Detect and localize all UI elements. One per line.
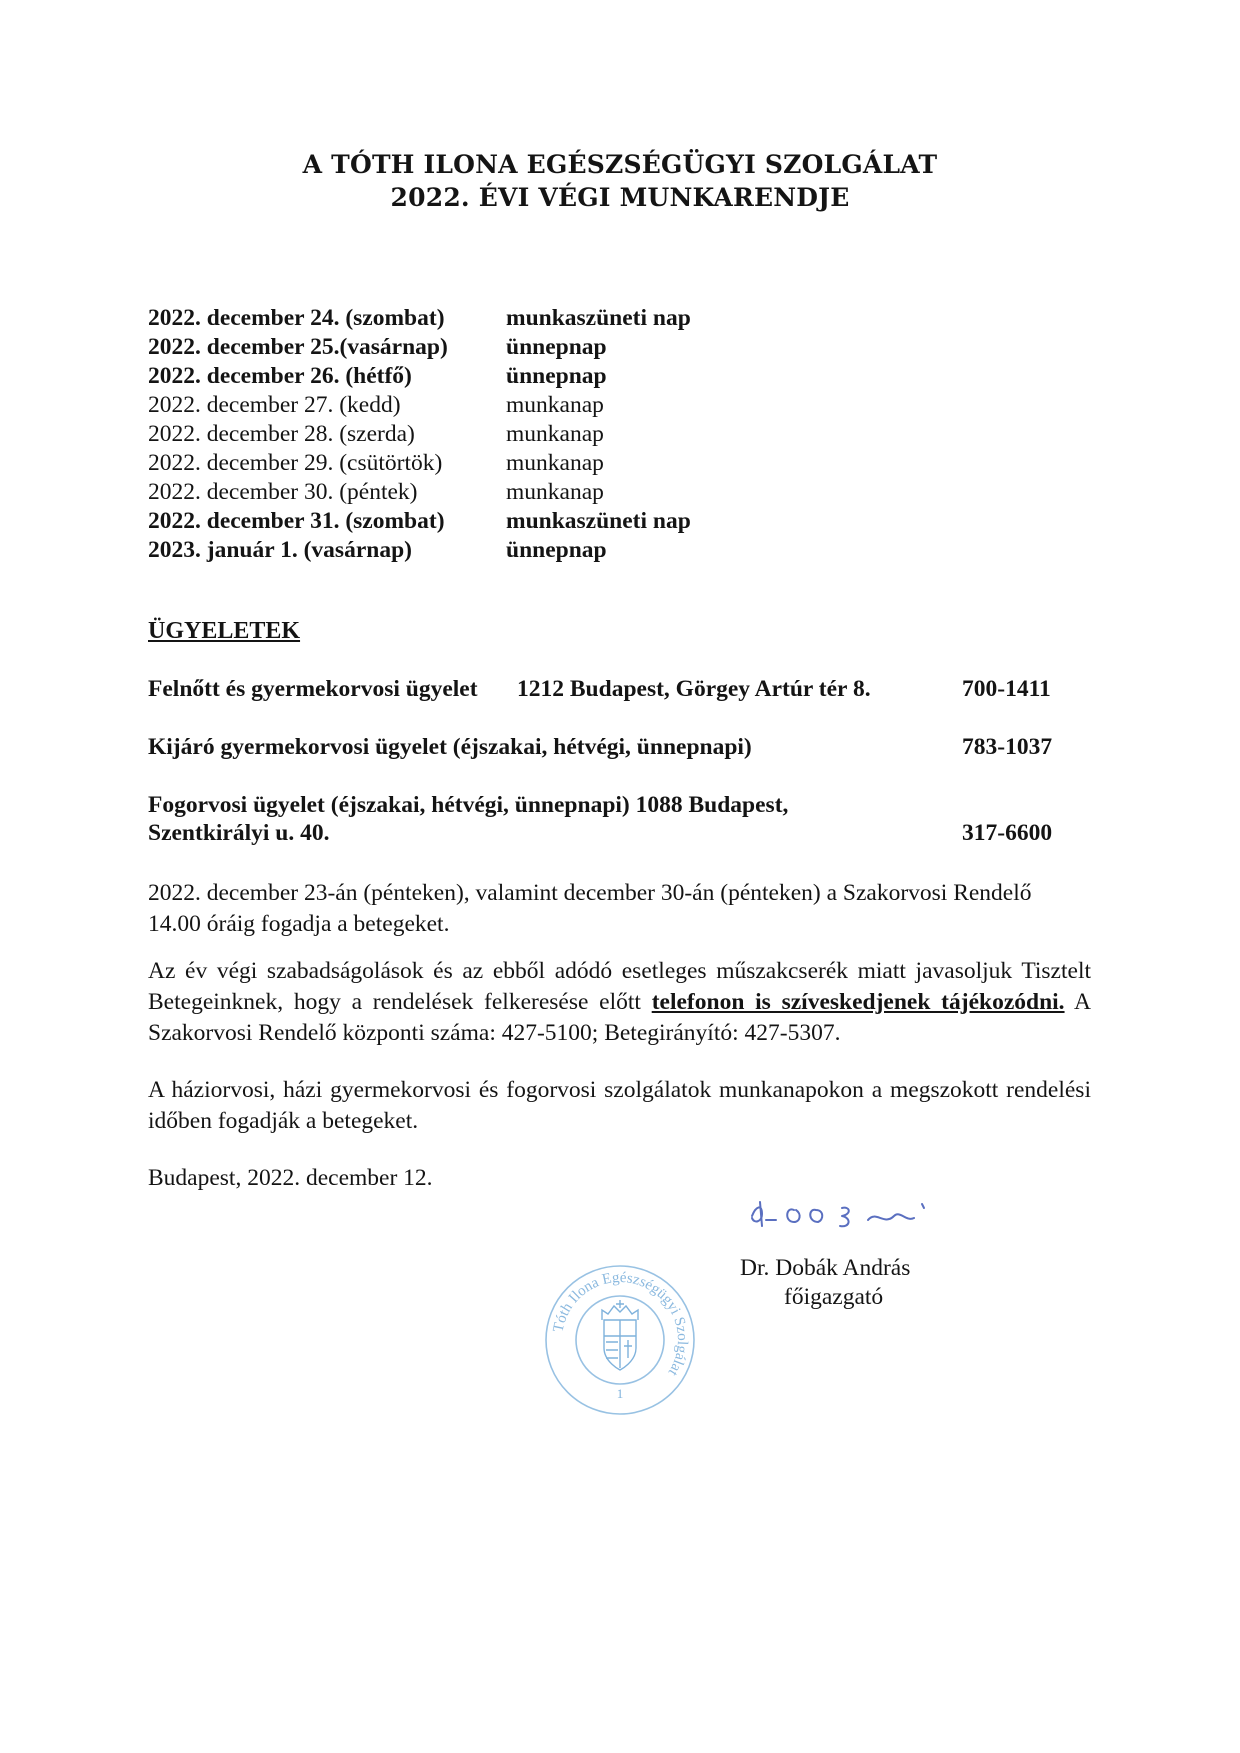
schedule-status: munkanap <box>506 392 604 418</box>
duty-name: Fogorvosi ügyelet (éjszakai, hétvégi, ünnepnapi) 1088 Budapest, <box>148 792 789 818</box>
place-and-date: Budapest, 2022. december 12. <box>148 1165 433 1191</box>
schedule-status: ünnepnap <box>506 334 607 360</box>
duty-phone: 783-1037 <box>962 734 1053 760</box>
schedule-date: 2022. december 28. (szerda) <box>148 421 415 447</box>
svg-text:Tóth Ilona Egészségügyi Szolgá: Tóth Ilona Egészségügyi Szolgálat <box>550 1269 691 1379</box>
signatory-title: főigazgató <box>784 1284 884 1310</box>
stamp-number: 1 <box>616 1386 624 1401</box>
paragraph-notice-phone <box>148 956 1091 1049</box>
schedule-date: 2022. december 25.(vasárnap) <box>148 334 448 360</box>
schedule-date: 2023. január 1. (vasárnap) <box>148 537 412 563</box>
schedule-status: munkanap <box>506 450 604 476</box>
paragraph-emphasis: telefonon is szíveskedjenek tájékozódni. <box>651 989 1065 1015</box>
schedule-status: ünnepnap <box>506 363 607 389</box>
duty-phone: 700-1411 <box>962 676 1051 702</box>
document-title-line1: A TÓTH ILONA EGÉSZSÉGÜGYI SZOLGÁLAT <box>302 150 938 179</box>
schedule-status: munkaszüneti nap <box>506 508 691 534</box>
duty-name: Kijáró gyermekorvosi ügyelet (éjszakai, hétvégi, ünnepnapi) <box>148 734 752 760</box>
duty-address: 1212 Budapest, Görgey Artúr tér 8. <box>517 676 871 702</box>
signatory-name: Dr. Dobák András <box>740 1255 911 1281</box>
schedule-date: 2022. december 24. (szombat) <box>148 305 445 331</box>
paragraph-notice-gp: A háziorvosi, házi gyermekorvosi és fogorvosi szolgálatok munkanapokon a megszokott rendelési időben fogadják a betegeket. <box>148 1077 1091 1134</box>
schedule-date: 2022. december 31. (szombat) <box>148 508 445 534</box>
schedule-status: munkanap <box>506 479 604 505</box>
document-title-line2: 2022. ÉVI VÉGI MUNKARENDJE <box>390 183 850 212</box>
duty-section-heading: ÜGYELETEK <box>148 618 301 644</box>
official-stamp <box>542 1262 698 1418</box>
handwritten-signature <box>746 1180 946 1240</box>
duty-phone: 317-6600 <box>962 820 1053 846</box>
paragraph-text: Az év végi szabadságolások és az ebből adódó esetleges műszakcserék miatt javasoljuk Tisztelt Betegeinknek, hogy a rendelések felkeresése előtt <box>148 958 1091 1015</box>
schedule-status: ünnepnap <box>506 537 607 563</box>
paragraph-text: A Szakorvosi Rendelő központi száma: 427-5100; Betegirányító: 427-5307. <box>148 989 1091 1046</box>
schedule-date: 2022. december 29. (csütörtök) <box>148 450 443 476</box>
duty-name-line2: Szentkirályi u. 40. <box>148 820 330 846</box>
schedule-status: munkanap <box>506 421 604 447</box>
paragraph-notice-hours <box>148 878 1091 940</box>
duty-name: Felnőtt és gyermekorvosi ügyelet <box>148 676 478 702</box>
schedule-date: 2022. december 26. (hétfő) <box>148 363 412 389</box>
paragraph-line: 14.00 óráig fogadja a betegeket. <box>148 911 450 937</box>
schedule-date: 2022. december 30. (péntek) <box>148 479 418 505</box>
schedule-status: munkaszüneti nap <box>506 305 691 331</box>
paragraph-line: 2022. december 23-án (pénteken), valamint december 30-án (pénteken) a Szakorvosi Rendelő <box>148 880 1032 906</box>
schedule-date: 2022. december 27. (kedd) <box>148 392 401 418</box>
